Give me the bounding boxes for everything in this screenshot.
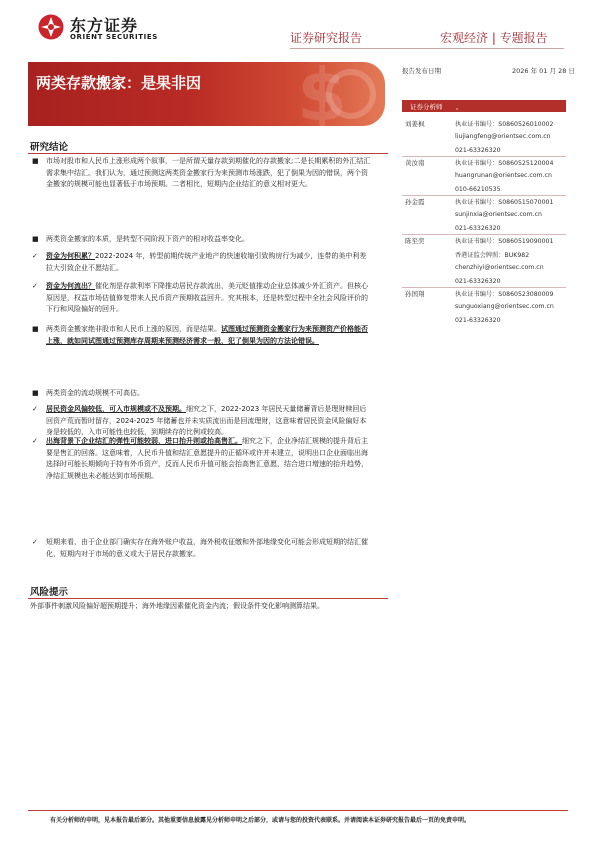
bullet-icon: ■ (32, 325, 39, 333)
analyst-name: 黄汝南 (405, 159, 425, 167)
paragraph-body: 催化剂是存款利率下降推动居民存款流出，美元贬值推动企业总体减少外汇资产。但核心原因是，权益市场估值修复带来人民币资产预期收益回升。究其根本，还是转型过程中全社会风险评价的下行和风险偏好的回升。 (46, 282, 368, 314)
paragraph-emphasis: 试图通过预测资金搬家行为来预测资产价格能否上涨，就如同试图通过预测库存周期来预测经济需求一般，犯了倒果为因的方法论错误。 (46, 325, 368, 345)
checkmark-icon: ✓ (32, 405, 38, 413)
analyst-email[interactable]: sunguoxiang@orientsec.com.cn (455, 303, 554, 310)
paragraph-lead: 出海背景下企业结汇的弹性可能较弱，进口抬升则或抬高售汇。 (46, 437, 242, 445)
orient-securities-logo-icon (38, 14, 64, 40)
header-divider (290, 48, 564, 49)
footer-disclaimer: 有关分析师的申明，见本报告最后部分。其他重要信息披露见分析师申明之后部分，或请与您的投资代表联系。并请阅读本证券研究报告最后一页的免责申明。 (50, 817, 471, 824)
report-type-label: 证券研究报告 (290, 31, 363, 45)
analyst-cert: 执业证书编号：S0860523080009 (455, 291, 554, 298)
checkmark-icon: ✓ (32, 282, 38, 290)
bullet-icon: ■ (32, 157, 39, 165)
conclusion-paragraph (46, 436, 372, 482)
publish-date-value: 2026 年 01 月 28 日 (512, 67, 575, 75)
conclusion-paragraph (46, 251, 372, 274)
analyst-phone: 021-63326320 (455, 278, 501, 285)
analyst-header-label: 证券分析师 (410, 103, 443, 111)
report-title: 两类存款搬家：是果非因 (36, 74, 202, 92)
conclusion-paragraph: 两类资金的流动规模不可高估。 (46, 389, 144, 397)
conclusion-paragraph: 市场对股市和人民币上涨形成两个叙事，一是所谓天量存款到期催化的存款搬家;二是长期累积的外汇结汇需求集中结汇。我们认为，通过预测这两类资金搬家行为来预测市场涨跌，犯了倒果为因的错误，两个资金搬家的规模可能也显著低于市场预期。二者相比，短期内企业结汇的意义相对更大。 (46, 157, 371, 189)
logo-english-name: ORIENT SECURITIES (70, 33, 158, 41)
analyst-divider (402, 195, 566, 196)
conclusion-paragraph: 两类资金搬家的本质，是转型不同阶段下资产的相对收益率变化。 (46, 235, 249, 243)
analyst-license: 香港证监会牌照：BUK982 (455, 252, 530, 259)
footer-divider (28, 810, 568, 811)
conclusion-paragraph (46, 324, 372, 347)
analyst-cert: 执业证书编号：S0860526010002 (455, 121, 554, 128)
research-conclusion-title: 研究结论 (30, 142, 69, 153)
section-divider (28, 598, 388, 599)
analyst-phone: 021-63326320 (455, 317, 501, 324)
checkmark-icon: ✓ (32, 538, 38, 546)
checkmark-icon: ✓ (32, 437, 38, 445)
analyst-name: 刘姜枫 (405, 120, 425, 128)
analyst-name: 陈至奕 (405, 237, 425, 245)
analyst-divider (402, 234, 566, 235)
analyst-email[interactable]: sunjinxia@orientsec.com.cn (455, 211, 542, 218)
analyst-email[interactable]: liujiangfeng@orientsec.com.cn (455, 133, 551, 140)
risk-title: 风险提示 (30, 587, 69, 598)
conclusion-paragraph (46, 281, 372, 316)
analyst-name: 孙金霞 (405, 198, 425, 206)
analyst-header-mark: 。 (456, 103, 463, 111)
paragraph-lead: 居民资金风偏较低，可入市规模或不及预期。 (46, 405, 186, 413)
svg-text:$: $ (297, 58, 348, 132)
logo-chinese-name: 东方证券 (70, 16, 139, 35)
publish-date-label: 报告发布日期 (402, 67, 441, 75)
banner-decoration-icon (289, 58, 379, 132)
analyst-cert: 执业证书编号：S0860519090001 (455, 238, 554, 245)
analyst-cert: 执业证书编号：S0860525120004 (455, 160, 554, 167)
paragraph-body: 2022-2024 年，转型前期传统产业地产的快速收缩引致购房行为减少，连带的美中利差拉大引致企业不愿结汇。 (46, 252, 367, 272)
section-divider (28, 153, 388, 154)
analyst-cert: 执业证书编号：S0860515070001 (455, 199, 554, 206)
paragraph-lead: 资金为何流出？ (46, 282, 95, 290)
paragraph-lead: 资金为何积累？ (46, 252, 95, 260)
paragraph-body: 两类资金搬家绝非股市和人民币上涨的原因，而是结果。 (46, 325, 221, 333)
analyst-divider (402, 156, 566, 157)
paragraph-body: 细究之下，2022-2023 年居民天量储蓄背后是理财赎回后回资产荒而暂时留存，2024-2025 年储蓄也并未实质流出而是回流理财，这意味着居民资金风险偏好本身是较低的，入市可能性也较低，到期续存的比例或较高。 (46, 405, 367, 437)
analyst-divider (402, 287, 566, 288)
report-category-label: 宏观经济 | 专题报告 (440, 31, 548, 45)
conclusion-paragraph (46, 404, 372, 439)
analyst-name: 孙国翔 (405, 290, 425, 298)
analyst-phone: 010-66210535 (455, 186, 501, 193)
analyst-email[interactable]: huangrunan@orientsec.com.cn (455, 172, 552, 179)
checkmark-icon: ✓ (32, 252, 38, 260)
bullet-icon: ■ (32, 389, 39, 397)
analyst-email[interactable]: chenzhiyi@orientsec.com.cn (455, 264, 544, 271)
analyst-phone: 021-63326320 (455, 225, 501, 232)
bullet-icon: ■ (32, 235, 39, 243)
paragraph-body: 细究之下，企业净结汇规模的提升背后主要是售汇的回落。这意味着，人民币升值和结汇意愿提升的正循环或许并未建立，说明出口企业面临出海选择时可能长期倾向于持有外币资产，反而人民币升值可能会抬高售汇意愿，结合进口增速的抬升趋势，净结汇规模也未必能达到市场预期。 (46, 437, 368, 480)
risk-paragraph: 外部事件刺激风险偏好超预期提升；海外地缘因素催化资金内流；假设条件变化影响测算结果。 (30, 602, 324, 610)
conclusion-paragraph: 短期来看，由于企业部门确实存在海外账户收益，海外税收征缴和外部地缘变化可能会形成短期的结汇催化，短期内对于市场的意义或大于居民存款搬家。 (46, 538, 368, 558)
analyst-phone: 021-63326320 (455, 147, 501, 154)
